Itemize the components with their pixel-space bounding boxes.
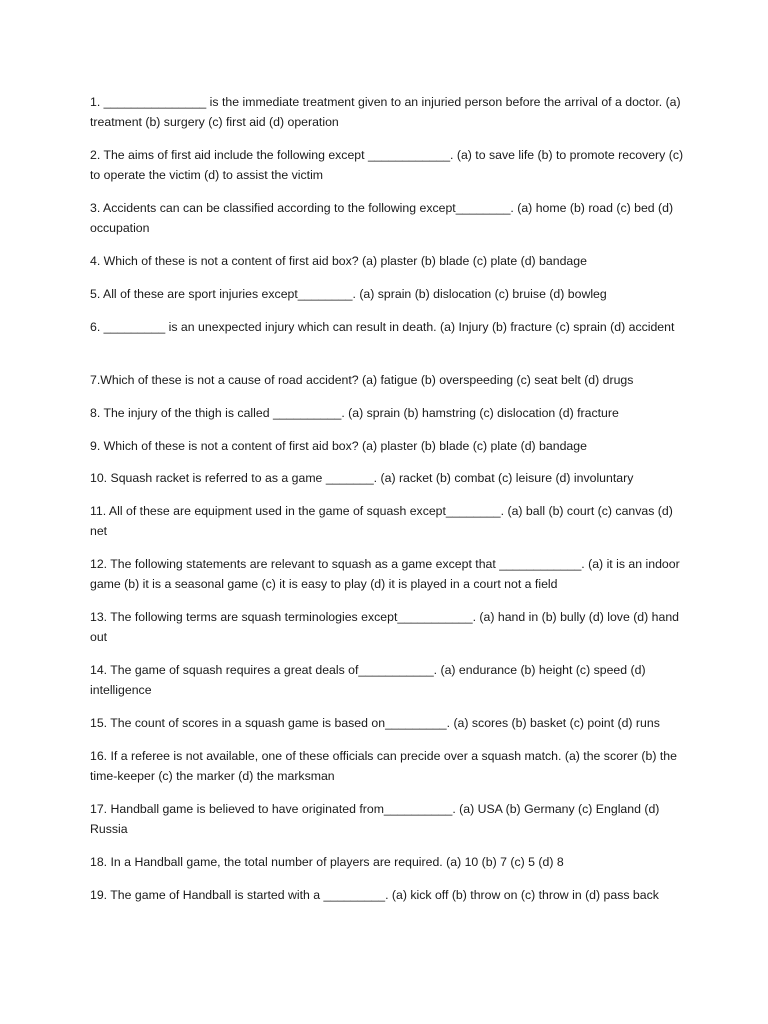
question-5: 5. All of these are sport injuries except________. (a) sprain (b) dislocation (c) bruise (d) bowleg [90,287,607,301]
question-10: 10. Squash racket is referred to as a game _______. (a) racket (b) combat (c) leisure (d) involuntary [90,471,634,485]
question-19: 19. The game of Handball is started with a _________. (a) kick off (b) throw on (c) throw in (d) pass back [90,888,659,902]
question-9: 9. Which of these is not a content of first aid box? (a) plaster (b) blade (c) plate (d) bandage [90,439,587,453]
question-2: 2. The aims of first aid include the following except ____________. (a) to save life (b) to promote recovery (c) to operate the victim (d) to assist the victim [90,148,684,182]
question-12: 12. The following statements are relevant to squash as a game except that ____________. (a) it is an indoor game (b) it is a seasonal game (c) it is easy to play (d) it is played in a court not a field [90,557,680,591]
question-18: 18. In a Handball game, the total number of players are required. (a) 10 (b) 7 (c) 5 (d) 8 [90,855,564,869]
question-17: 17. Handball game is believed to have originated from__________. (a) USA (b) Germany (c) England (d) Russia [90,802,660,836]
question-8: 8. The injury of the thigh is called __________. (a) sprain (b) hamstring (c) dislocation (d) fracture [90,406,619,420]
question-11: 11. All of these are equipment used in the game of squash except________. (a) ball (b) court (c) canvas (d) net [90,504,673,538]
question-15: 15. The count of scores in a squash game is based on_________. (a) scores (b) basket (c) point (d) runs [90,716,660,730]
question-4: 4. Which of these is not a content of first aid box? (a) plaster (b) blade (c) plate (d) bandage [90,254,587,268]
question-7: 7.Which of these is not a cause of road accident? (a) fatigue (b) overspeeding (c) seat belt (d) drugs [90,373,634,387]
question-14: 14. The game of squash requires a great deals of___________. (a) endurance (b) height (c) speed (d) intelligence [90,663,646,697]
question-13: 13. The following terms are squash terminologies except___________. (a) hand in (b) bully (d) love (d) hand out [90,610,679,644]
question-3: 3. Accidents can can be classified according to the following except________. (a) home (b) road (c) bed (d) occupation [90,201,674,235]
question-16: 16. If a referee is not available, one of these officials can precide over a squash match. (a) the scorer (b) the time-keeper (c) the marker (d) the marksman [90,749,677,783]
question-1: 1. _______________ is the immediate treatment given to an injuried person before the arrival of a doctor. (a) treatment (b) surgery (c) first aid (d) operation [90,95,681,129]
question-6: 6. _________ is an unexpected injury which can result in death. (a) Injury (b) fracture (c) sprain (d) accident [90,320,675,334]
